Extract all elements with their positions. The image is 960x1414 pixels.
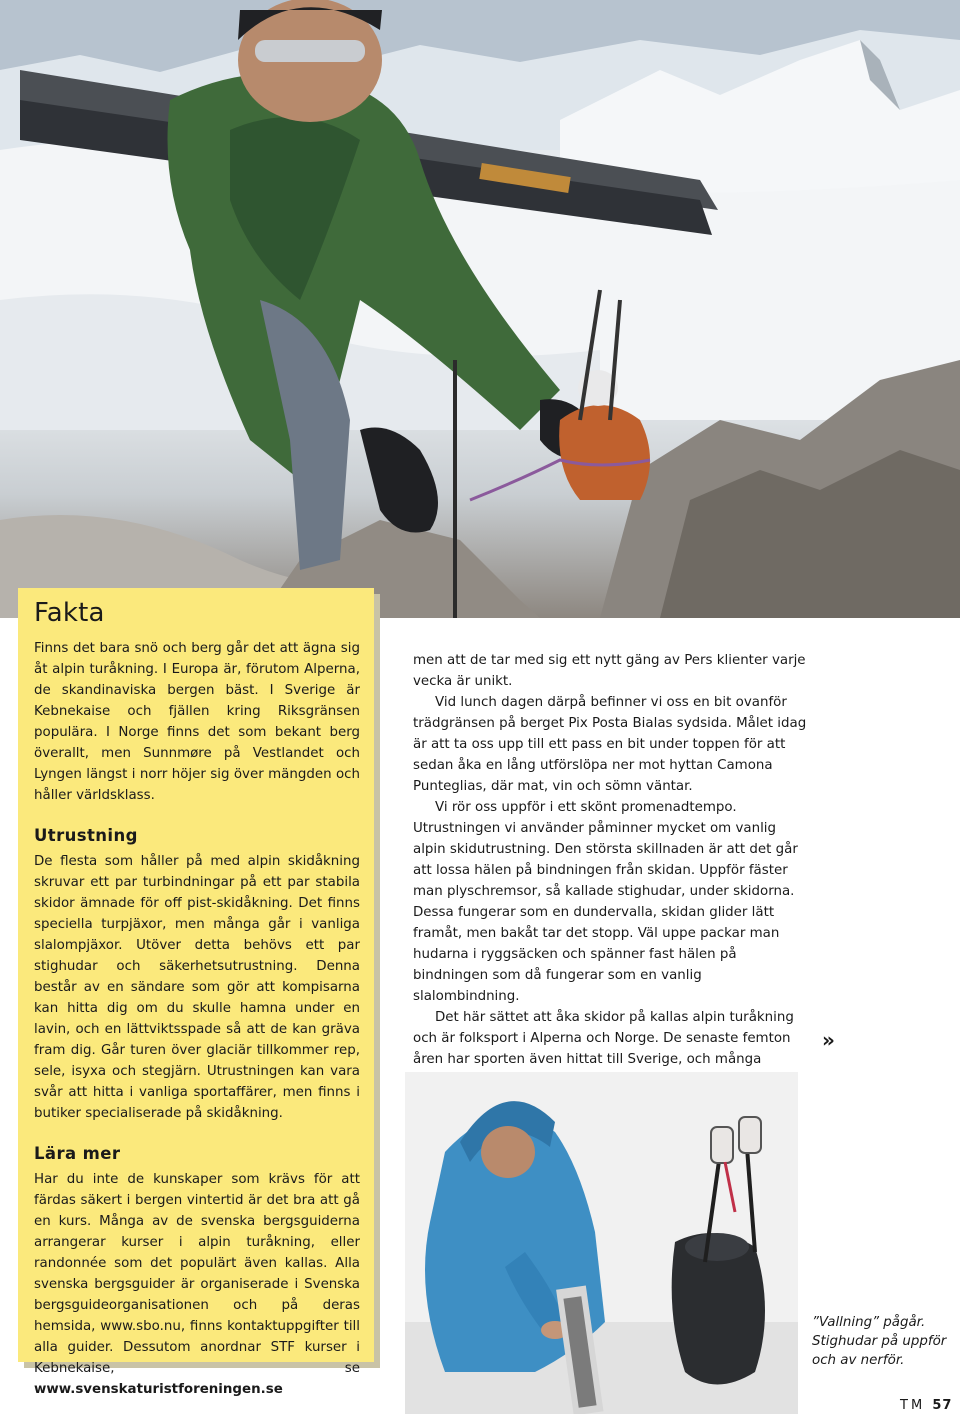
article-paragraph: Det här sättet att åka skidor på kallas alpin turåkning och är folksport i Alperna och Norge. De senaste femton åren har sporten även hittat till Sverige, och många	[413, 1010, 794, 1067]
stf-website-link[interactable]: www.svenskaturistforeningen.se	[34, 1382, 283, 1397]
learn-more-body: Har du inte de kunskaper som krävs för att färdas säkert i bergen vintertid är det bra att gå en kurs. Många av de svenska bergsguiderna arrangerar kurser i alpin turåkning, eller randonnée som det populärt även kallas. Alla svenska bergsguider är organiserade i Svenska bergsguideorganisationen och på deras hemsida, www.sbo.nu, finns kontaktuppgifter till alla guider. Dessutom anordnar STF kurser i Kebnekaise, se	[34, 1172, 360, 1376]
article-paragraph: Vi rör oss uppför i ett skönt promenadtempo. Utrustningen vi använder påminner mycket om vanlig alpin skidutrustning. Den största skillnaden är att det går att lossa hälen på bindningen från skidan. Uppför fäster man plyschremsor, så kallade stighudar, under skidorna. Dessa fungerar som en dundervalla, skidan glider lätt framåt, men bakåt tar det stopp. Väl uppe packar man hudarna i ryggsäcken och spänner fast hälen på bindningen som då fungerar som en vanlig slalombindning.	[413, 800, 798, 1004]
photo-skin-waxing-illustration	[405, 1072, 798, 1414]
caption-line: ”Vallning” pågår.	[812, 1315, 926, 1330]
caption-line: och av nerför.	[812, 1353, 905, 1368]
learn-more-heading: Lära mer	[34, 1144, 121, 1163]
equipment-heading: Utrustning	[34, 826, 138, 845]
magazine-name: TM	[900, 1398, 926, 1413]
hero-photo-climber	[0, 0, 960, 618]
learn-more-text	[34, 1169, 360, 1400]
article-column	[413, 650, 808, 1091]
caption-line: Stighudar på uppför	[812, 1334, 947, 1349]
fact-box-title: Fakta	[34, 598, 105, 628]
page-number: 57	[932, 1398, 953, 1413]
fact-box	[18, 588, 374, 1397]
continue-mark: »	[822, 1028, 835, 1052]
photo-skin-waxing	[405, 1072, 798, 1414]
article-paragraph: men att de tar med sig ett nytt gäng av Pers klienter varje vecka är unikt.	[413, 653, 806, 689]
page-folio	[900, 1398, 952, 1413]
article-paragraph: Vid lunch dagen därpå befinner vi oss en bit ovanför trädgränsen på berget Pix Posta Bialas sydsida. Målet idag är att ta oss upp till ett pass en bit under toppen för att sedan åka en lång utförslöpa ner mot hyttan Camona Punteglias, där mat, vin och sömn väntar.	[413, 695, 807, 794]
hero-photo-illustration	[0, 0, 960, 618]
fact-box-intro: Finns det bara snö och berg går det att ägna sig åt alpin turåkning. I Europa är, förutom Alperna, de skandinaviska bergen bäst. I Sverige är Kebnekaise och fjällen kring Riksgränsen populära. I Norge finns det som bekant berg överallt, men Sunnmøre på Vestlandet och Lyngen längst i norr höjer sig över mängden och håller världsklass.	[34, 641, 360, 803]
photo-caption	[812, 1313, 957, 1370]
equipment-text: De flesta som håller på med alpin skidåkning skruvar ett par turbindningar på ett par stabila skidor ämnade för off pist-skidåkning. Det finns speciella turpjäxor, men många går i vanliga slalompjäxor. Utöver detta behövs ett par stighudar och säkerhetsutrustning. Denna består av en sändare som gör att kompisarna kan hitta dig om du skulle hamna under en lavin, och en lättviktsspade så att de kan gräva fram dig. Går turen över glaciär tillkommer rep, sele, isyxa och stegjärn. Utrustningen kan vara svår att hitta i vanliga sportaffärer, men finns i butiker specialiserade på skidåkning.	[34, 854, 360, 1121]
